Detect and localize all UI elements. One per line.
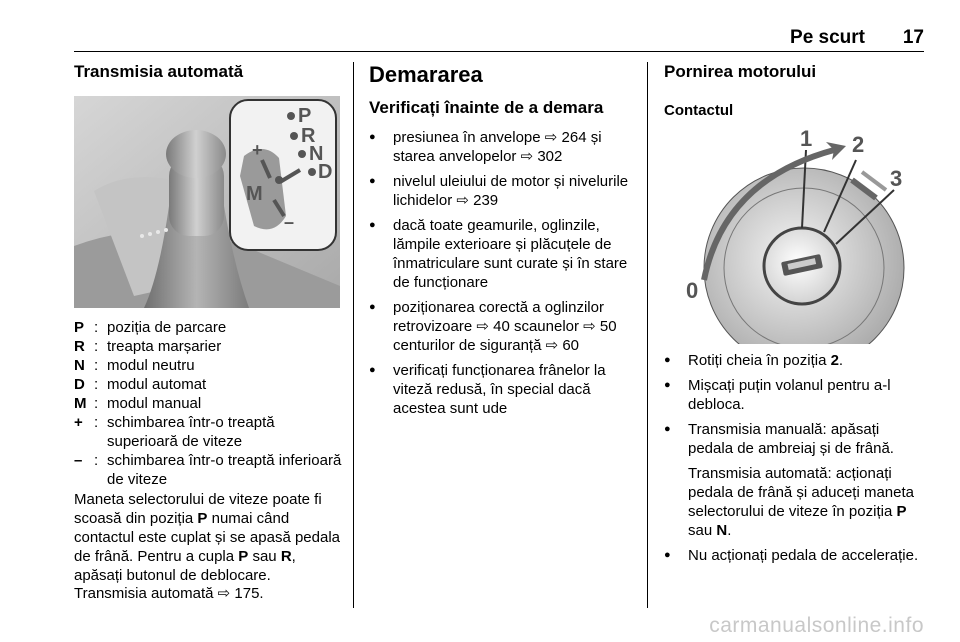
step-3-p: P — [896, 503, 907, 520]
step-3-end: . — [727, 522, 732, 539]
checks-list — [369, 128, 637, 418]
desc-part-3: , apăsați butonul de deblocare. — [74, 548, 296, 584]
page-number: 17 — [902, 27, 924, 48]
gear-label-minus: – — [284, 212, 295, 232]
section-heading-pornirea: Pornirea motorului — [664, 62, 817, 81]
definition-value: poziția de parcare — [107, 319, 227, 336]
desc-part-1: Maneta selectorului de viteze poate fi scoasă din poziția — [74, 491, 322, 527]
subheading-ignition: Contactul — [664, 102, 734, 119]
header-title: Pe scurt — [790, 27, 865, 48]
definition-separator: : — [94, 319, 99, 336]
definition-row — [74, 394, 344, 413]
check-item: ● poziționarea corectă a oglinzilor retrovizoare ⇨ 40 scaunelor ⇨ 50 centurilor de siguranță ⇨ 60 — [369, 298, 637, 355]
definition-row — [74, 451, 344, 489]
definition-value: schimbarea într-o treaptă superioară de viteze — [107, 414, 275, 450]
step-3-n: N — [716, 522, 728, 539]
definition-key: M — [74, 395, 87, 412]
definition-key: N — [74, 357, 85, 374]
step-3 — [664, 420, 926, 540]
gear-label-d: D — [318, 161, 333, 183]
desc-p-bold: P — [197, 510, 208, 527]
check-item: ● verificați funcționarea frânelor la viteză redusă, în special dacă acestea sunt ude — [369, 361, 637, 418]
desc-p-bold-2: P — [238, 548, 249, 565]
step-1-text: Rotiți cheia în poziția — [688, 352, 831, 369]
gear-label-plus: + — [252, 140, 263, 160]
definition-value: treapta marșarier — [107, 338, 222, 355]
column-starting-off — [369, 62, 637, 424]
definition-separator: : — [94, 452, 99, 469]
definition-separator: : — [94, 395, 99, 412]
gear-definitions-list — [74, 318, 344, 489]
desc-part-2: numai când contactul este cuplat și se apasă pedala de frână. Pentru a cupla — [74, 510, 341, 565]
definition-row — [74, 356, 344, 375]
column-starting-engine — [664, 62, 926, 119]
check-item: ● nivelul uleiului de motor și nivelurile lichidelor ⇨ 239 — [369, 172, 637, 210]
column-divider-1 — [353, 62, 354, 608]
definition-key: P — [74, 319, 85, 336]
definition-value: modul manual — [107, 395, 202, 412]
gear-label-p: P — [298, 105, 312, 127]
page-header — [0, 24, 960, 54]
selector-description — [74, 490, 348, 585]
ignition-steps-list — [664, 351, 926, 565]
step-3-auto-text: Transmisia automată: acționați pedala de frână și aduceți maneta selectorului de viteze în poziția — [688, 465, 914, 520]
definition-value: modul automat — [107, 376, 207, 393]
check-item: ● dacă toate geamurile, oglinzile, lămpile exterioare și plăcuțele de înmatriculare sunt curate și în stare de funcționare — [369, 216, 637, 292]
definition-separator: : — [94, 414, 99, 431]
ignition-switch-svg — [664, 120, 926, 344]
definition-key: D — [74, 376, 85, 393]
gear-label-r: R — [301, 125, 316, 147]
desc-r-bold: R — [280, 548, 292, 565]
step-3-sau: sau — [688, 522, 717, 539]
definition-row — [74, 337, 344, 356]
definition-row — [74, 318, 344, 337]
column-automatic-transmission — [74, 62, 342, 82]
ignition-steps — [664, 351, 926, 571]
definition-row — [74, 375, 344, 394]
step-1 — [664, 351, 926, 370]
definition-separator: : — [94, 338, 99, 355]
gear-label-m: M — [246, 183, 263, 205]
step-2: ● Mișcați puțin volanul pentru a-l debloca. — [664, 376, 926, 414]
step-3-text: Transmisia manuală: apăsați pedala de ambreiaj și de frână. — [688, 421, 894, 457]
definition-key: + — [74, 414, 83, 431]
definition-value: modul neutru — [107, 357, 195, 374]
position-label-2: 2 — [852, 132, 865, 157]
position-label-0: 0 — [686, 278, 699, 303]
ignition-switch-illustration — [664, 120, 926, 344]
watermark: carmanualsonline.info — [709, 614, 924, 637]
column-divider-2 — [647, 62, 648, 608]
step-3-automatic — [688, 464, 926, 540]
definition-separator: : — [94, 357, 99, 374]
definition-row — [74, 413, 344, 451]
step-1-end: . — [838, 352, 844, 369]
section-heading-transmission: Transmisia automată — [74, 62, 244, 81]
gear-label-n: N — [309, 143, 324, 165]
check-item: ● presiunea în anvelope ⇨ 264 și starea anvelopelor ⇨ 302 — [369, 128, 637, 166]
gear-selector-illustration — [74, 96, 340, 308]
step-1-pos: 2 — [830, 352, 839, 369]
subheading-checks: Verificați înainte de a demara — [369, 98, 604, 117]
position-label-1: 1 — [800, 126, 813, 151]
definition-separator: : — [94, 376, 99, 393]
definition-key: – — [74, 452, 83, 469]
step-4: ● Nu acționați pedala de accelerație. — [664, 546, 926, 565]
desc-sau: sau — [248, 548, 281, 565]
header-rule — [74, 51, 924, 52]
gear-selector-svg — [74, 96, 340, 308]
transmission-reference[interactable]: Transmisia automată ⇨ 175. — [74, 585, 264, 602]
position-label-3: 3 — [890, 166, 903, 191]
definition-value: schimbarea într-o treaptă inferioară de viteze — [107, 452, 342, 488]
definition-key: R — [74, 338, 85, 355]
section-heading-demararea: Demararea — [369, 62, 483, 87]
